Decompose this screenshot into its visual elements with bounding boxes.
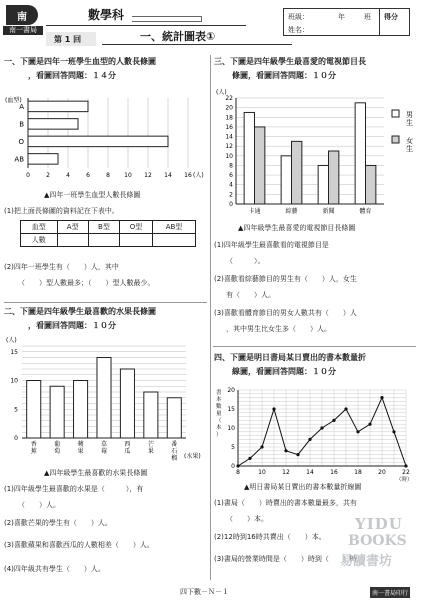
x-tick-label: 萄 — [54, 448, 61, 455]
x-tick-label: 榴 — [171, 455, 178, 462]
y-tick-label: 16 — [225, 123, 233, 131]
x-tick-label: 葡 — [54, 441, 61, 448]
x-tick-label: 0 — [26, 172, 30, 179]
y-axis-label: ） — [216, 432, 222, 438]
x-tick-label: 香 — [30, 441, 37, 448]
bar — [281, 156, 291, 204]
grade-label: 年 — [338, 13, 345, 21]
y-axis-label: (人) — [6, 337, 17, 344]
bar — [144, 392, 158, 438]
bar — [366, 165, 376, 204]
data-point — [380, 396, 383, 399]
q2-question-4: (4)四年級共有學生（ ）人。 — [4, 565, 105, 573]
x-tick-label: 14 — [306, 469, 314, 476]
table-header: 血型 — [21, 221, 58, 234]
x-tick-label: 體育 — [359, 208, 372, 215]
q4-title-1: 四、下圖是明日書局某日賣出的書本數量折 — [214, 353, 366, 362]
ban-label: 班 — [364, 13, 371, 21]
q2-question-1: (1)四年級學生最喜歡的水果是（ ），有 — [4, 485, 144, 493]
answer-cell[interactable] — [57, 234, 88, 247]
x-axis-label: （時） — [396, 477, 413, 483]
legend-label: 女 — [406, 137, 413, 145]
answer-cell[interactable] — [88, 234, 119, 247]
y-tick-label: 4 — [229, 181, 233, 189]
x-tick-label: 果 — [77, 448, 84, 455]
q2-question-2: (2)喜歡芒果的學生有（ ）人。 — [4, 519, 112, 527]
table-row-label: 人數 — [21, 234, 58, 247]
data-point — [248, 457, 251, 460]
x-axis-label: (水果) — [184, 453, 201, 460]
q2-title-2: ，看圖回答問題：１０分 — [28, 321, 116, 330]
watermark-line-3: 易讀書坊 — [340, 554, 393, 569]
x-tick-label: 14 — [164, 172, 172, 179]
x-tick-label: 蕉 — [30, 448, 37, 455]
y-tick-label: 14 — [225, 133, 233, 141]
q1-question-2b: （ ）型人數最多；（ ）型人數最少。 — [18, 279, 155, 287]
table-header: O型 — [120, 221, 153, 234]
y-tick-label: 18 — [225, 114, 233, 122]
x-tick-label: 12 — [144, 172, 152, 179]
data-point — [332, 419, 335, 422]
q1-title-2: ，看圖回答問題：１４分 — [28, 71, 116, 80]
x-tick-label: 草 — [100, 441, 108, 448]
x-tick-label: 10 — [124, 172, 132, 179]
y-tick-label: 8 — [229, 162, 233, 170]
table-row — [21, 234, 196, 247]
bar — [244, 112, 254, 204]
bar — [28, 101, 88, 112]
subject-sub-bar — [132, 16, 202, 22]
y-tick-label: 15 — [10, 348, 18, 356]
y-axis-label: 書 — [216, 390, 222, 396]
bar — [74, 381, 88, 439]
x-tick-label: 西 — [124, 441, 131, 448]
q1-caption: ▲四年一班學生血型人數長條圖 — [44, 191, 141, 199]
y-tick-label: 10 — [10, 377, 18, 385]
footer-page: 四下數－Ｎ－１ — [180, 588, 229, 596]
blood-type-table — [20, 220, 196, 247]
info-box — [283, 8, 410, 36]
y-tick-label: 15 — [227, 406, 235, 413]
y-axis-label: (血型) — [5, 97, 22, 104]
q3-question-3: (3)喜歡看體育節目的男女人數共有（ ）人 — [214, 309, 357, 317]
y-axis-label: （ — [216, 418, 222, 424]
data-point — [308, 438, 311, 441]
data-point — [404, 464, 407, 467]
y-tick-label: 10 — [225, 152, 233, 160]
y-tick-label: 10 — [227, 425, 235, 432]
header — [0, 0, 421, 48]
q2-question-3: (3)喜歡蘋果和喜歡西瓜的人數相差（ ）人。 — [4, 541, 154, 549]
y-tick-label: 20 — [227, 387, 235, 394]
q3-question-1b: （ ）。 — [226, 257, 265, 265]
x-tick-label: 瓜 — [124, 448, 131, 455]
y-tick-label: 20 — [225, 104, 233, 112]
legend-swatch — [392, 136, 399, 143]
y-tick-label: 0 — [14, 435, 18, 442]
data-point — [296, 453, 299, 456]
q4-question-1: (1)書局（ ）時賣出的書本數量最多，共有 — [214, 499, 357, 507]
q3-question-1: (1)四年級學生最喜歡看的電視節目是 — [214, 241, 329, 249]
q3-question-3b: ，其中男生比女生多（ ）人。 — [226, 325, 331, 333]
answer-cell[interactable] — [120, 234, 153, 247]
tv-program-chart — [212, 86, 418, 220]
x-tick-label: 20 — [378, 469, 386, 476]
legend-label: 男 — [406, 111, 413, 119]
table-header: B型 — [88, 221, 119, 234]
section-divider-left — [4, 302, 207, 303]
y-tick-label: 22 — [225, 95, 233, 102]
bar — [120, 369, 134, 438]
y-axis-label: 數 — [216, 404, 222, 410]
data-point — [344, 407, 347, 410]
x-tick-label: 番 — [171, 441, 178, 448]
y-tick-label: 5 — [231, 444, 235, 451]
q3-question-2: (2)喜歡看綜藝節目的男生有（ ）人，女生 — [214, 275, 357, 283]
table-header: A型 — [57, 221, 88, 234]
y-tick-label: 12 — [225, 143, 233, 151]
x-axis-label: (人) — [193, 172, 204, 179]
bar — [28, 119, 78, 129]
bar — [255, 127, 265, 204]
x-tick-label: 新聞 — [322, 208, 335, 215]
x-tick-label: 綜藝 — [285, 208, 298, 215]
blood-type-chart — [0, 90, 205, 190]
q4-question-2: (2)12時到16時共賣出（ ）本。 — [214, 533, 326, 541]
data-point — [392, 430, 395, 433]
header-rule — [46, 25, 246, 26]
data-point — [356, 430, 359, 433]
x-tick-label: 卡通 — [248, 208, 261, 215]
data-point — [236, 464, 239, 467]
table-row — [21, 221, 196, 234]
x-tick-label: 果 — [147, 448, 154, 455]
q3-title-2: 條圖，看圖回答問題：１０分 — [232, 71, 336, 80]
x-tick-label: 8 — [106, 172, 110, 179]
y-tick-label: 0 — [231, 463, 235, 470]
q2-question-1b: （ ）人。 — [18, 501, 60, 509]
answer-cell[interactable] — [153, 234, 196, 247]
q3-title-1: 三、下圖是四年級學生最喜愛的電視節目長 — [214, 57, 366, 66]
q4-question-3: (3)書局的營業時間是（ ）時到（ ）時。 — [214, 555, 364, 563]
watermark-line-2: BOOKS — [348, 533, 407, 549]
y-tick-label: 6 — [229, 172, 233, 180]
table-header: AB型 — [153, 221, 196, 234]
y-tick-label: 2 — [229, 191, 233, 199]
q4-title-2: 線圖，看圖回答問題：１０分 — [232, 367, 336, 376]
class-label: 班級： — [288, 13, 309, 21]
x-tick-label: 石 — [171, 448, 178, 455]
legend-label: 生 — [406, 119, 413, 127]
logo-char: 南 — [17, 12, 27, 23]
data-point — [272, 407, 275, 410]
bar — [28, 136, 168, 147]
bar — [167, 398, 181, 438]
bar — [50, 386, 64, 438]
y-tick-label: B — [19, 120, 24, 129]
bar — [318, 165, 328, 204]
x-tick-label: 16 — [184, 172, 192, 179]
x-tick-label: 16 — [330, 469, 338, 476]
bar — [27, 381, 41, 439]
data-point — [260, 445, 263, 448]
q2-title-1: 二、下圖是四年級學生最喜歡的水果長條圖 — [4, 307, 156, 316]
section-divider-right — [213, 346, 416, 347]
y-axis-label: 本 — [216, 425, 222, 431]
footer-publisher: 南一書局印行 — [370, 587, 410, 598]
bar — [97, 358, 111, 439]
logo-badge — [6, 5, 38, 25]
q1-question-2a: (2)四年一班學生有（ ）人，其中 — [4, 263, 119, 271]
q4-question-1b: （ ）本。 — [226, 515, 268, 523]
brand-label: 南一書局 — [3, 26, 43, 35]
column-divider — [210, 55, 211, 580]
q3-question-2b: 有（ ）人。 — [226, 291, 275, 299]
y-axis-label: 量 — [216, 411, 222, 417]
unit-underline — [102, 44, 292, 45]
bar — [329, 151, 339, 204]
legend-swatch — [392, 110, 399, 117]
x-tick-label: 8 — [236, 469, 240, 476]
bar — [355, 103, 365, 204]
name-label: 姓名： — [288, 26, 309, 34]
lesson-label: 第 1 回 — [54, 35, 82, 44]
data-point — [368, 423, 371, 426]
x-tick-label: 芒 — [147, 441, 154, 448]
y-tick-label: O — [18, 138, 24, 147]
x-tick-label: 12 — [282, 469, 290, 476]
x-tick-label: 22 — [402, 469, 410, 476]
y-axis-label: 本 — [216, 397, 222, 403]
x-tick-label: 2 — [46, 172, 50, 179]
x-tick-label: 4 — [66, 172, 70, 179]
score-divider — [379, 9, 380, 35]
subject-title: 數學科 — [88, 8, 125, 22]
x-tick-label: 18 — [354, 469, 362, 476]
legend-label: 生 — [406, 145, 413, 153]
q1-title-1: 一、下圖是四年一班學生血型的人數長條圖 — [4, 57, 156, 66]
x-tick-label: 莓 — [100, 448, 108, 455]
x-tick-label: 10 — [258, 469, 266, 476]
fruit-chart — [0, 334, 205, 468]
watermark-line-1: YIDU — [355, 515, 403, 533]
x-tick-label: 6 — [86, 172, 90, 179]
y-tick-label: A — [19, 103, 24, 112]
q4-caption: ▲明日書局某日賣出的書本數量折線圖 — [244, 483, 362, 491]
q3-caption: ▲四年級學生最喜愛的電視節目長條圖 — [238, 224, 356, 232]
score-label: 得分 — [384, 13, 398, 21]
data-point — [320, 426, 323, 429]
q2-caption: ▲四年級學生最喜歡的水果長條圖 — [44, 469, 148, 477]
book-sales-chart — [212, 382, 418, 483]
y-tick-label: 5 — [14, 406, 18, 414]
y-tick-label: 0 — [229, 201, 233, 208]
q1-question-1: (1)把上面長條圖的資料記在下表中。 — [4, 207, 119, 215]
data-point — [284, 449, 287, 452]
y-axis-label: (人) — [216, 89, 227, 96]
y-tick-label: AB — [14, 155, 24, 164]
bar — [28, 154, 58, 165]
bar — [292, 141, 302, 204]
x-tick-label: 蘋 — [77, 441, 84, 448]
unit-title: 一、統計圖表① — [140, 30, 216, 43]
